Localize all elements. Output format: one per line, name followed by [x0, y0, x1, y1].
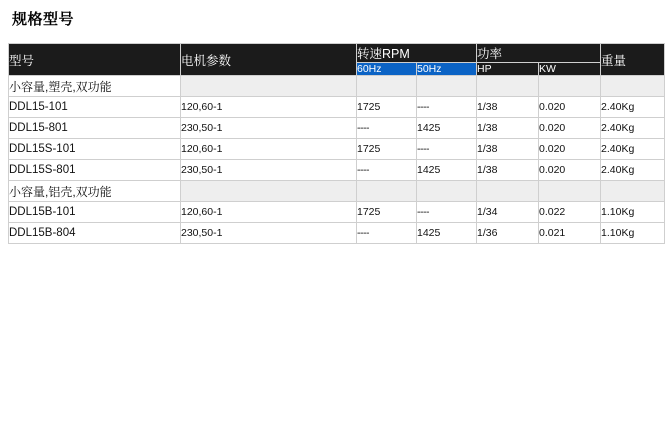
table-row	[9, 160, 665, 181]
group-empty-cell	[357, 76, 417, 97]
cell-motor: 120,60-1	[181, 97, 357, 118]
cell-weight: 2.40Kg	[601, 139, 665, 160]
cell-kw: 0.022	[539, 202, 601, 223]
table-header	[9, 44, 665, 76]
group-empty-cell	[181, 181, 357, 202]
cell-50hz: ----	[417, 202, 477, 223]
group-empty-cell	[601, 76, 665, 97]
cell-hp: 1/34	[477, 202, 539, 223]
cell-weight: 2.40Kg	[601, 97, 665, 118]
group-empty-cell	[539, 76, 601, 97]
cell-model: DDL15S-801	[9, 160, 181, 181]
cell-kw: 0.021	[539, 223, 601, 244]
cell-weight: 2.40Kg	[601, 160, 665, 181]
group-empty-cell	[601, 181, 665, 202]
cell-model: DDL15B-804	[9, 223, 181, 244]
specification-table	[8, 43, 665, 244]
cell-kw: 0.020	[539, 139, 601, 160]
cell-60hz: 1725	[357, 139, 417, 160]
cell-60hz: ----	[357, 160, 417, 181]
cell-hp: 1/36	[477, 223, 539, 244]
cell-weight: 1.10Kg	[601, 223, 665, 244]
column-header-hp: HP	[477, 63, 539, 76]
column-header-60hz: 60Hz	[357, 63, 417, 76]
cell-hp: 1/38	[477, 118, 539, 139]
cell-model: DDL15S-101	[9, 139, 181, 160]
cell-hp: 1/38	[477, 160, 539, 181]
table-row	[9, 118, 665, 139]
cell-motor: 230,50-1	[181, 223, 357, 244]
cell-50hz: 1425	[417, 118, 477, 139]
cell-50hz: ----	[417, 139, 477, 160]
cell-60hz: ----	[357, 223, 417, 244]
cell-60hz: 1725	[357, 97, 417, 118]
cell-kw: 0.020	[539, 97, 601, 118]
table-body	[9, 76, 665, 244]
column-header-50hz: 50Hz	[417, 63, 477, 76]
column-header-kw: KW	[539, 63, 601, 76]
cell-hp: 1/38	[477, 97, 539, 118]
group-empty-cell	[417, 181, 477, 202]
table-row	[9, 97, 665, 118]
column-header-model: 型号	[9, 44, 181, 76]
table-group-row	[9, 76, 665, 97]
column-header-weight: 重量	[601, 44, 665, 76]
column-header-motor: 电机参数	[181, 44, 357, 76]
cell-model: DDL15-801	[9, 118, 181, 139]
cell-50hz: ----	[417, 97, 477, 118]
group-empty-cell	[417, 76, 477, 97]
cell-kw: 0.020	[539, 118, 601, 139]
group-empty-cell	[181, 76, 357, 97]
cell-60hz: ----	[357, 118, 417, 139]
group-empty-cell	[477, 76, 539, 97]
group-empty-cell	[357, 181, 417, 202]
spec-page	[0, 8, 672, 441]
table-row	[9, 202, 665, 223]
page-title: 规格型号	[12, 11, 75, 28]
table-row	[9, 139, 665, 160]
cell-kw: 0.020	[539, 160, 601, 181]
group-empty-cell	[477, 181, 539, 202]
cell-50hz: 1425	[417, 160, 477, 181]
table-header-row-main	[9, 44, 665, 63]
cell-model: DDL15-101	[9, 97, 181, 118]
cell-motor: 230,50-1	[181, 118, 357, 139]
cell-weight: 1.10Kg	[601, 202, 665, 223]
cell-hp: 1/38	[477, 139, 539, 160]
cell-motor: 120,60-1	[181, 202, 357, 223]
cell-50hz: 1425	[417, 223, 477, 244]
cell-weight: 2.40Kg	[601, 118, 665, 139]
cell-60hz: 1725	[357, 202, 417, 223]
group-label: 小容量,塑壳,双功能	[9, 76, 181, 97]
cell-motor: 120,60-1	[181, 139, 357, 160]
column-header-speed: 转速RPM	[357, 44, 477, 63]
group-label: 小容量,铝壳,双功能	[9, 181, 181, 202]
table-row	[9, 223, 665, 244]
column-header-power: 功率	[477, 44, 601, 63]
cell-model: DDL15B-101	[9, 202, 181, 223]
table-group-row	[9, 181, 665, 202]
group-empty-cell	[539, 181, 601, 202]
cell-motor: 230,50-1	[181, 160, 357, 181]
